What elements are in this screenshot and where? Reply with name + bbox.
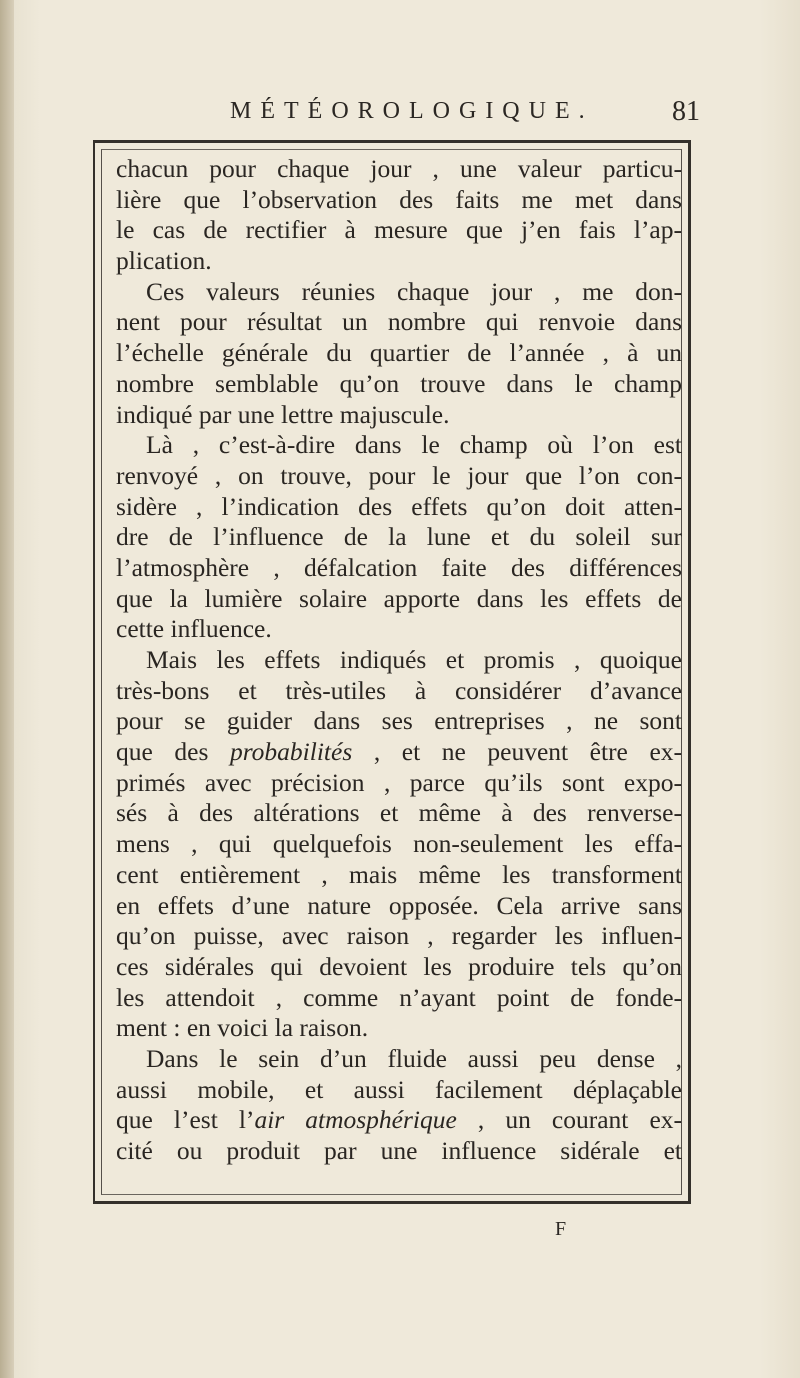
text-line: chacun pour chaque jour , une valeur particu- xyxy=(116,154,682,183)
text-line: en effets d’une nature opposée. Cela arrive sans xyxy=(116,890,682,920)
text-line: pour se guider dans ses entreprises , ne sont xyxy=(116,706,682,736)
text-line: sidère , l’indication des effets qu’on doit atten- xyxy=(116,491,682,521)
text-line: lière que l’observation des faits me met dans xyxy=(116,184,682,214)
page-gutter-shadow xyxy=(0,0,14,1378)
text-line: nent pour résultat un nombre qui renvoie dans xyxy=(116,307,682,337)
text-line: indiqué par une lettre majuscule. xyxy=(116,399,450,429)
text-line: sés à des altérations et même à des renverse- xyxy=(116,798,682,828)
text-line: très-bons et très-utiles à considérer d’avance xyxy=(116,675,682,705)
text-line: Mais les effets indiqués et promis , quoique xyxy=(146,645,682,674)
text-line: ces sidérales qui devoient les produire tels qu’on xyxy=(116,951,682,981)
text-line: que des probabilités , et ne peuvent être ex- xyxy=(116,737,683,767)
text-line: les attendoit , comme n’ayant point de fonde- xyxy=(116,982,682,1012)
text-line: que la lumière solaire apporte dans les effets de xyxy=(116,583,682,613)
running-title: MÉTÉOROLOGIQUE. xyxy=(230,98,594,124)
text-line: plication. xyxy=(116,246,212,276)
text-line: cette influence. xyxy=(116,614,272,644)
italic-phrase: probabilités xyxy=(229,737,353,767)
text-line: qu’on puisse, avec raison , regarder les influen- xyxy=(116,921,682,951)
text-line: aussi mobile, et aussi facilement déplaçable xyxy=(116,1074,682,1104)
text-line: mens , qui quelquefois non-seulement les effa- xyxy=(116,829,682,859)
page-header xyxy=(110,96,700,136)
text-line: le cas de rectifier à mesure que j’en fais l’ap- xyxy=(116,215,682,245)
text-line: cent entièrement , mais même les transforment xyxy=(116,859,682,889)
page-number: 81 xyxy=(672,96,700,127)
text-line: cité ou produit par une influence sidérale et xyxy=(116,1136,682,1165)
text-line: dre de l’influence de la lune et du soleil sur xyxy=(116,522,682,552)
text-line: Là , c’est-à-dire dans le champ où l’on est xyxy=(146,430,682,460)
signature-mark: F xyxy=(555,1218,567,1240)
text-line: ment : en voici la raison. xyxy=(116,1013,369,1043)
text-line: nombre semblable qu’on trouve dans le champ xyxy=(116,368,682,398)
text-line: Dans le sein d’un fluide aussi peu dense , xyxy=(146,1043,682,1073)
text-line: l’atmosphère , défalcation faite des différences xyxy=(116,552,682,582)
text-line: Ces valeurs réunies chaque jour , me don- xyxy=(146,276,682,306)
text-line: renvoyé , on trouve, pour le jour que l’on con- xyxy=(116,460,682,490)
text-line: l’échelle générale du quartier de l’année , à un xyxy=(116,338,682,368)
italic-phrase: air atmosphérique xyxy=(254,1105,457,1135)
text-line: que l’est l’air atmosphérique , un courant ex- xyxy=(116,1105,683,1135)
text-line: primés avec précision , parce qu’ils sont expo- xyxy=(116,767,682,797)
body-text xyxy=(116,154,682,1167)
